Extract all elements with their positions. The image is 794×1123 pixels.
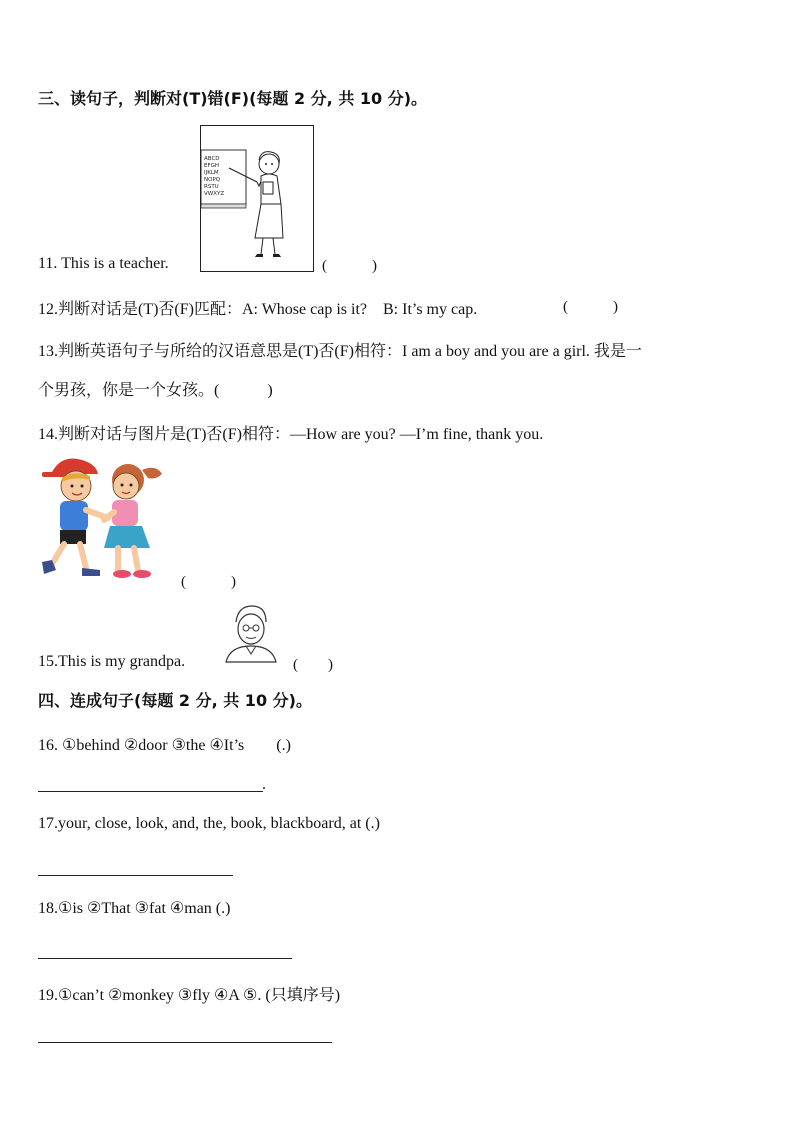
- chart-letters-6: VWXYZ: [204, 191, 225, 197]
- q14-text: 14.判断对话与图片是(T)否(F)相符：—How are you? —I’m fine, thank you.: [38, 426, 544, 443]
- q12-answer-blank[interactable]: ( ): [563, 299, 618, 315]
- q18-text: 18.①is ②That ③fat ④man (.): [38, 900, 231, 917]
- chart-letters-1: ABCD: [204, 156, 220, 162]
- q15-text: 15.This is my grandpa.: [38, 653, 186, 670]
- grandpa-illustration: [222, 602, 278, 664]
- teacher-image: [200, 125, 314, 272]
- q17-text: 17.your, close, look, and, the, book, blackboard, at (.): [38, 815, 380, 832]
- teacher-illustration: [201, 126, 313, 271]
- chart-letters-3: IJKLM: [204, 170, 219, 176]
- q11-text: 11. This is a teacher.: [38, 255, 169, 272]
- chart-letters-4: NOPQ: [204, 177, 221, 183]
- section4-title: 四、连成句子(每题 2 分, 共 10 分)。: [38, 691, 312, 710]
- q17-answer-line[interactable]: [38, 875, 233, 876]
- q11-answer-blank[interactable]: ( ): [322, 258, 377, 274]
- section3-title: 三、读句子，判断对(T)错(F)(每题 2 分, 共 10 分)。: [38, 89, 428, 108]
- grandpa-image: [222, 602, 278, 664]
- q16-answer-line[interactable]: [38, 791, 263, 792]
- children-greeting-image: [38, 452, 173, 587]
- q12-text: 12.判断对话是(T)否(F)匹配：A: Whose cap is it? B: It’s my cap.: [38, 301, 478, 318]
- q13-text-line2: 个男孩，你是一个女孩。( ): [38, 382, 273, 399]
- q16-text: 16. ①behind ②door ③the ④It’s (.): [38, 737, 291, 754]
- q19-text: 19.①can’t ②monkey ③fly ④A ⑤. (只填序号): [38, 987, 341, 1004]
- q14-answer-blank[interactable]: ( ): [181, 574, 236, 590]
- q16-period: .: [262, 776, 266, 793]
- q19-answer-line[interactable]: [38, 1042, 332, 1043]
- children-illustration: [38, 452, 173, 587]
- chart-letters-2: EFGH: [204, 163, 220, 169]
- q13-text-line1: 13.判断英语句子与所给的汉语意思是(T)否(F)相符：I am a boy and you are a girl. 我是一: [38, 343, 642, 360]
- q18-answer-line[interactable]: [38, 958, 292, 959]
- q15-answer-blank[interactable]: ( ): [293, 657, 333, 673]
- chart-letters-5: RSTU: [204, 184, 219, 190]
